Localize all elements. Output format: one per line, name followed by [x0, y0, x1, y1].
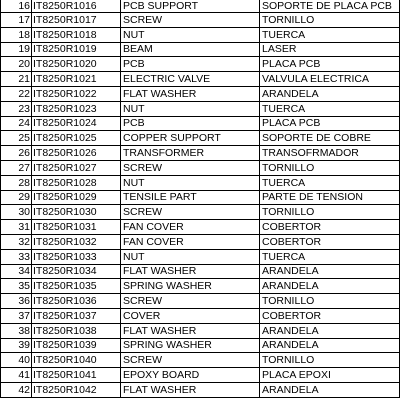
spanish-name-cell: COBERTOR [260, 308, 400, 323]
item-number-cell: 41 [1, 368, 32, 383]
item-number-cell: 34 [1, 264, 32, 279]
spanish-name-cell: TORNILLO [260, 294, 400, 309]
part-code-cell: IT8250R1031 [32, 220, 121, 235]
spanish-name-cell: TUERCA [260, 27, 400, 42]
english-name-cell: SCREW [121, 13, 260, 28]
table-row [1, 131, 400, 146]
part-code-cell: IT8250R1042 [32, 382, 121, 397]
parts-table-body [1, 0, 400, 397]
part-code-cell: IT8250R1034 [32, 264, 121, 279]
table-row [1, 0, 400, 13]
item-number-cell: 21 [1, 72, 32, 87]
part-code-cell: IT8250R1025 [32, 131, 121, 146]
english-name-cell: PCB [121, 116, 260, 131]
spanish-name-cell: VALVULA ELECTRICA [260, 72, 400, 87]
table-row [1, 13, 400, 28]
item-number-cell: 23 [1, 101, 32, 116]
spanish-name-cell: ARANDELA [260, 338, 400, 353]
table-row [1, 205, 400, 220]
part-code-cell: IT8250R1028 [32, 175, 121, 190]
item-number-cell: 25 [1, 131, 32, 146]
part-code-cell: IT8250R1041 [32, 368, 121, 383]
english-name-cell: PCB [121, 57, 260, 72]
part-code-cell: IT8250R1036 [32, 294, 121, 309]
item-number-cell: 38 [1, 323, 32, 338]
item-number-cell: 37 [1, 308, 32, 323]
item-number-cell: 24 [1, 116, 32, 131]
table-row [1, 27, 400, 42]
table-row [1, 175, 400, 190]
part-code-cell: IT8250R1027 [32, 160, 121, 175]
item-number-cell: 36 [1, 294, 32, 309]
table-row [1, 382, 400, 397]
item-number-cell: 32 [1, 234, 32, 249]
spanish-name-cell: TORNILLO [260, 160, 400, 175]
item-number-cell: 27 [1, 160, 32, 175]
table-row [1, 323, 400, 338]
spanish-name-cell: TORNILLO [260, 205, 400, 220]
spanish-name-cell: COBERTOR [260, 234, 400, 249]
spanish-name-cell: TORNILLO [260, 13, 400, 28]
english-name-cell: COVER [121, 308, 260, 323]
spanish-name-cell: ARANDELA [260, 323, 400, 338]
item-number-cell: 42 [1, 382, 32, 397]
item-number-cell: 18 [1, 27, 32, 42]
item-number-cell: 22 [1, 86, 32, 101]
english-name-cell: TRANSFORMER [121, 146, 260, 161]
english-name-cell: SCREW [121, 294, 260, 309]
spanish-name-cell: SOPORTE DE PLACA PCB [260, 0, 400, 13]
part-code-cell: IT8250R1024 [32, 116, 121, 131]
table-row [1, 42, 400, 57]
english-name-cell: EPOXY BOARD [121, 368, 260, 383]
table-row [1, 190, 400, 205]
spanish-name-cell: TUERCA [260, 249, 400, 264]
english-name-cell: BEAM [121, 42, 260, 57]
part-code-cell: IT8250R1019 [32, 42, 121, 57]
english-name-cell: PCB SUPPORT [121, 0, 260, 13]
part-code-cell: IT8250R1037 [32, 308, 121, 323]
spanish-name-cell: TRANSOFRMADOR [260, 146, 400, 161]
table-row [1, 116, 400, 131]
table-row [1, 72, 400, 87]
part-code-cell: IT8250R1030 [32, 205, 121, 220]
spanish-name-cell: ARANDELA [260, 264, 400, 279]
part-code-cell: IT8250R1040 [32, 353, 121, 368]
english-name-cell: TENSILE PART [121, 190, 260, 205]
english-name-cell: FAN COVER [121, 234, 260, 249]
part-code-cell: IT8250R1022 [32, 86, 121, 101]
table-row [1, 353, 400, 368]
english-name-cell: SPRING WASHER [121, 338, 260, 353]
part-code-cell: IT8250R1021 [32, 72, 121, 87]
part-code-cell: IT8250R1038 [32, 323, 121, 338]
spanish-name-cell: ARANDELA [260, 382, 400, 397]
spanish-name-cell: COBERTOR [260, 220, 400, 235]
spanish-name-cell: LASER [260, 42, 400, 57]
english-name-cell: FLAT WASHER [121, 323, 260, 338]
english-name-cell: SCREW [121, 160, 260, 175]
spanish-name-cell: PLACA EPOXI [260, 368, 400, 383]
item-number-cell: 30 [1, 205, 32, 220]
english-name-cell: NUT [121, 249, 260, 264]
spanish-name-cell: ARANDELA [260, 86, 400, 101]
part-code-cell: IT8250R1035 [32, 279, 121, 294]
spanish-name-cell: ARANDELA [260, 279, 400, 294]
table-row [1, 101, 400, 116]
item-number-cell: 29 [1, 190, 32, 205]
english-name-cell: NUT [121, 101, 260, 116]
item-number-cell: 17 [1, 13, 32, 28]
table-row [1, 220, 400, 235]
item-number-cell: 33 [1, 249, 32, 264]
part-code-cell: IT8250R1023 [32, 101, 121, 116]
english-name-cell: SCREW [121, 205, 260, 220]
table-row [1, 308, 400, 323]
english-name-cell: FLAT WASHER [121, 86, 260, 101]
part-code-cell: IT8250R1016 [32, 0, 121, 13]
table-row [1, 368, 400, 383]
part-code-cell: IT8250R1032 [32, 234, 121, 249]
spanish-name-cell: PLACA PCB [260, 116, 400, 131]
english-name-cell: COPPER SUPPORT [121, 131, 260, 146]
spanish-name-cell: PLACA PCB [260, 57, 400, 72]
item-number-cell: 40 [1, 353, 32, 368]
spanish-name-cell: TUERCA [260, 101, 400, 116]
english-name-cell: FLAT WASHER [121, 264, 260, 279]
part-code-cell: IT8250R1039 [32, 338, 121, 353]
table-row [1, 57, 400, 72]
english-name-cell: FLAT WASHER [121, 382, 260, 397]
item-number-cell: 26 [1, 146, 32, 161]
spanish-name-cell: TORNILLO [260, 353, 400, 368]
part-code-cell: IT8250R1029 [32, 190, 121, 205]
english-name-cell: SCREW [121, 353, 260, 368]
item-number-cell: 20 [1, 57, 32, 72]
part-code-cell: IT8250R1033 [32, 249, 121, 264]
item-number-cell: 16 [1, 0, 32, 13]
spanish-name-cell: SOPORTE DE COBRE [260, 131, 400, 146]
part-code-cell: IT8250R1018 [32, 27, 121, 42]
table-row [1, 294, 400, 309]
table-row [1, 146, 400, 161]
item-number-cell: 39 [1, 338, 32, 353]
item-number-cell: 35 [1, 279, 32, 294]
english-name-cell: NUT [121, 27, 260, 42]
item-number-cell: 28 [1, 175, 32, 190]
english-name-cell: ELECTRIC VALVE [121, 72, 260, 87]
part-code-cell: IT8250R1017 [32, 13, 121, 28]
english-name-cell: SPRING WASHER [121, 279, 260, 294]
table-row [1, 86, 400, 101]
english-name-cell: NUT [121, 175, 260, 190]
item-number-cell: 19 [1, 42, 32, 57]
table-row [1, 160, 400, 175]
part-code-cell: IT8250R1020 [32, 57, 121, 72]
item-number-cell: 31 [1, 220, 32, 235]
table-row [1, 264, 400, 279]
spanish-name-cell: TUERCA [260, 175, 400, 190]
part-code-cell: IT8250R1026 [32, 146, 121, 161]
table-row [1, 279, 400, 294]
spanish-name-cell: PARTE DE TENSION [260, 190, 400, 205]
table-row [1, 234, 400, 249]
table-row [1, 338, 400, 353]
english-name-cell: FAN COVER [121, 220, 260, 235]
table-row [1, 249, 400, 264]
